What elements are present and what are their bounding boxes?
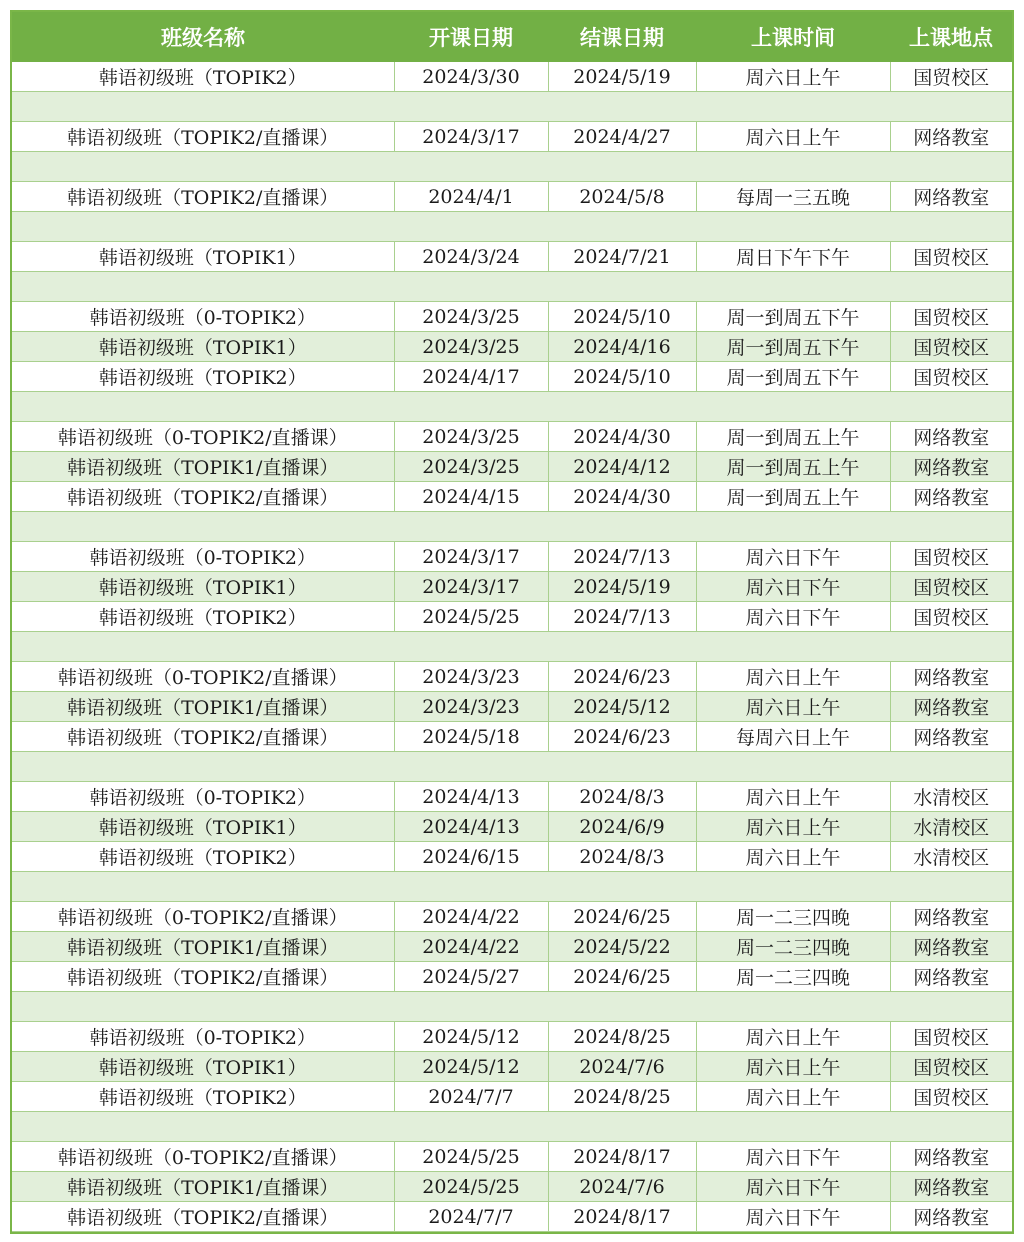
cell-end-date: 2024/4/16 xyxy=(548,332,696,362)
cell-end-date: 2024/7/13 xyxy=(548,602,696,632)
cell-class-name: 韩语初级班（0-TOPIK2） xyxy=(12,1022,394,1052)
cell-class-name: 韩语初级班（TOPIK1/直播课） xyxy=(12,932,394,962)
schedule-table xyxy=(12,12,1012,1232)
cell-start-date: 2024/5/18 xyxy=(394,722,548,752)
cell-class-name: 韩语初级班（TOPIK1） xyxy=(12,332,394,362)
cell-class-name: 韩语初级班（TOPIK1/直播课） xyxy=(12,1172,394,1202)
cell-end-date: 2024/7/13 xyxy=(548,542,696,572)
cell-end-date: 2024/7/6 xyxy=(548,1172,696,1202)
cell-class-time: 周六日下午 xyxy=(696,1142,890,1172)
cell-location: 网络教室 xyxy=(890,1202,1012,1232)
cell-start-date: 2024/3/23 xyxy=(394,692,548,722)
cell-location: 网络教室 xyxy=(890,122,1012,152)
cell-end-date: 2024/4/30 xyxy=(548,422,696,452)
cell-location: 国贸校区 xyxy=(890,332,1012,362)
cell-class-time: 周六日上午 xyxy=(696,62,890,92)
spacer-cell xyxy=(12,512,1012,542)
spacer-row xyxy=(12,272,1012,302)
cell-class-name: 韩语初级班（TOPIK1/直播课） xyxy=(12,692,394,722)
cell-start-date: 2024/3/25 xyxy=(394,452,548,482)
cell-class-name: 韩语初级班（0-TOPIK2/直播课） xyxy=(12,662,394,692)
cell-class-time: 周六日下午 xyxy=(696,602,890,632)
cell-class-time: 周六日上午 xyxy=(696,842,890,872)
cell-end-date: 2024/8/17 xyxy=(548,1142,696,1172)
table-row xyxy=(12,932,1012,962)
cell-class-name: 韩语初级班（TOPIK2） xyxy=(12,602,394,632)
spacer-cell xyxy=(12,152,1012,182)
spacer-cell xyxy=(12,92,1012,122)
cell-location: 国贸校区 xyxy=(890,602,1012,632)
cell-class-time: 周六日上午 xyxy=(696,1082,890,1112)
cell-class-time: 周六日上午 xyxy=(696,1022,890,1052)
cell-start-date: 2024/3/23 xyxy=(394,662,548,692)
spacer-row xyxy=(12,212,1012,242)
cell-end-date: 2024/5/12 xyxy=(548,692,696,722)
cell-class-name: 韩语初级班（TOPIK1） xyxy=(12,572,394,602)
cell-class-name: 韩语初级班（TOPIK1/直播课） xyxy=(12,452,394,482)
cell-class-name: 韩语初级班（TOPIK2/直播课） xyxy=(12,962,394,992)
table-row xyxy=(12,782,1012,812)
cell-start-date: 2024/5/27 xyxy=(394,962,548,992)
cell-start-date: 2024/4/1 xyxy=(394,182,548,212)
spacer-cell xyxy=(12,392,1012,422)
cell-class-time: 周六日上午 xyxy=(696,1052,890,1082)
table-row xyxy=(12,1172,1012,1202)
cell-class-time: 周一二三四晚 xyxy=(696,932,890,962)
table-row xyxy=(12,542,1012,572)
table-row xyxy=(12,962,1012,992)
table-row xyxy=(12,662,1012,692)
cell-class-name: 韩语初级班（TOPIK2） xyxy=(12,842,394,872)
spacer-cell xyxy=(12,992,1012,1022)
cell-end-date: 2024/5/8 xyxy=(548,182,696,212)
cell-end-date: 2024/8/25 xyxy=(548,1022,696,1052)
cell-start-date: 2024/5/25 xyxy=(394,602,548,632)
cell-end-date: 2024/7/6 xyxy=(548,1052,696,1082)
cell-class-time: 周一二三四晚 xyxy=(696,962,890,992)
spacer-row xyxy=(12,392,1012,422)
cell-class-time: 周六日下午 xyxy=(696,542,890,572)
cell-location: 国贸校区 xyxy=(890,302,1012,332)
cell-location: 网络教室 xyxy=(890,962,1012,992)
cell-location: 网络教室 xyxy=(890,1172,1012,1202)
table-row xyxy=(12,602,1012,632)
cell-start-date: 2024/6/15 xyxy=(394,842,548,872)
cell-class-name: 韩语初级班（TOPIK2/直播课） xyxy=(12,182,394,212)
table-row xyxy=(12,1142,1012,1172)
cell-location: 网络教室 xyxy=(890,692,1012,722)
cell-class-name: 韩语初级班（0-TOPIK2） xyxy=(12,782,394,812)
cell-location: 网络教室 xyxy=(890,722,1012,752)
cell-start-date: 2024/3/25 xyxy=(394,422,548,452)
cell-start-date: 2024/4/22 xyxy=(394,932,548,962)
cell-start-date: 2024/4/13 xyxy=(394,812,548,842)
cell-class-name: 韩语初级班（0-TOPIK2/直播课） xyxy=(12,902,394,932)
cell-location: 国贸校区 xyxy=(890,1082,1012,1112)
cell-end-date: 2024/4/27 xyxy=(548,122,696,152)
table-row xyxy=(12,242,1012,272)
spacer-cell xyxy=(12,212,1012,242)
spacer-row xyxy=(12,1112,1012,1142)
cell-location: 国贸校区 xyxy=(890,1022,1012,1052)
cell-start-date: 2024/5/25 xyxy=(394,1142,548,1172)
cell-location: 水清校区 xyxy=(890,812,1012,842)
cell-location: 网络教室 xyxy=(890,1142,1012,1172)
cell-class-time: 周六日下午 xyxy=(696,1172,890,1202)
table-row xyxy=(12,692,1012,722)
cell-class-name: 韩语初级班（TOPIK1） xyxy=(12,242,394,272)
table-row xyxy=(12,422,1012,452)
table-row xyxy=(12,62,1012,92)
cell-location: 水清校区 xyxy=(890,782,1012,812)
cell-class-time: 周六日上午 xyxy=(696,692,890,722)
cell-location: 网络教室 xyxy=(890,482,1012,512)
cell-class-name: 韩语初级班（TOPIK2） xyxy=(12,62,394,92)
cell-end-date: 2024/6/23 xyxy=(548,722,696,752)
cell-end-date: 2024/6/9 xyxy=(548,812,696,842)
cell-class-time: 周一二三四晚 xyxy=(696,902,890,932)
cell-end-date: 2024/8/25 xyxy=(548,1082,696,1112)
schedule-table-container xyxy=(10,10,1014,1234)
table-row xyxy=(12,812,1012,842)
spacer-row xyxy=(12,152,1012,182)
cell-start-date: 2024/5/12 xyxy=(394,1052,548,1082)
spacer-cell xyxy=(12,1112,1012,1142)
cell-class-time: 周六日下午 xyxy=(696,1202,890,1232)
cell-start-date: 2024/5/25 xyxy=(394,1172,548,1202)
table-row xyxy=(12,902,1012,932)
cell-end-date: 2024/6/23 xyxy=(548,662,696,692)
table-body xyxy=(12,62,1012,1232)
spacer-cell xyxy=(12,632,1012,662)
cell-class-name: 韩语初级班（TOPIK2/直播课） xyxy=(12,122,394,152)
cell-class-time: 周一到周五上午 xyxy=(696,452,890,482)
cell-end-date: 2024/6/25 xyxy=(548,902,696,932)
cell-start-date: 2024/3/25 xyxy=(394,302,548,332)
cell-end-date: 2024/5/19 xyxy=(548,572,696,602)
cell-end-date: 2024/6/25 xyxy=(548,962,696,992)
cell-class-name: 韩语初级班（0-TOPIK2/直播课） xyxy=(12,422,394,452)
cell-location: 国贸校区 xyxy=(890,242,1012,272)
cell-class-time: 周一到周五下午 xyxy=(696,332,890,362)
cell-class-name: 韩语初级班（0-TOPIK2） xyxy=(12,542,394,572)
cell-end-date: 2024/5/10 xyxy=(548,302,696,332)
header-class-time: 上课时间 xyxy=(696,12,890,62)
spacer-row xyxy=(12,992,1012,1022)
table-row xyxy=(12,302,1012,332)
cell-location: 网络教室 xyxy=(890,182,1012,212)
cell-class-time: 周日下午下午 xyxy=(696,242,890,272)
table-row xyxy=(12,182,1012,212)
cell-location: 国贸校区 xyxy=(890,572,1012,602)
cell-start-date: 2024/4/15 xyxy=(394,482,548,512)
cell-class-name: 韩语初级班（TOPIK2/直播课） xyxy=(12,1202,394,1232)
cell-class-time: 周一到周五下午 xyxy=(696,362,890,392)
cell-class-time: 周六日上午 xyxy=(696,122,890,152)
cell-class-time: 周六日上午 xyxy=(696,782,890,812)
table-row xyxy=(12,362,1012,392)
cell-start-date: 2024/4/22 xyxy=(394,902,548,932)
cell-class-time: 每周一三五晚 xyxy=(696,182,890,212)
cell-end-date: 2024/4/12 xyxy=(548,452,696,482)
table-row xyxy=(12,842,1012,872)
cell-class-name: 韩语初级班（TOPIK1） xyxy=(12,1052,394,1082)
table-row xyxy=(12,122,1012,152)
cell-end-date: 2024/7/21 xyxy=(548,242,696,272)
cell-class-name: 韩语初级班（TOPIK2/直播课） xyxy=(12,722,394,752)
spacer-cell xyxy=(12,752,1012,782)
cell-class-time: 周一到周五上午 xyxy=(696,482,890,512)
cell-location: 国贸校区 xyxy=(890,1052,1012,1082)
header-location: 上课地点 xyxy=(890,12,1012,62)
spacer-row xyxy=(12,632,1012,662)
cell-end-date: 2024/5/10 xyxy=(548,362,696,392)
cell-class-name: 韩语初级班（TOPIK1） xyxy=(12,812,394,842)
cell-start-date: 2024/7/7 xyxy=(394,1082,548,1112)
cell-class-time: 周一到周五下午 xyxy=(696,302,890,332)
cell-class-name: 韩语初级班（0-TOPIK2） xyxy=(12,302,394,332)
cell-start-date: 2024/7/7 xyxy=(394,1202,548,1232)
cell-start-date: 2024/5/12 xyxy=(394,1022,548,1052)
header-row xyxy=(12,12,1012,62)
cell-class-time: 周六日下午 xyxy=(696,572,890,602)
cell-class-time: 周六日上午 xyxy=(696,812,890,842)
cell-class-name: 韩语初级班（TOPIK2） xyxy=(12,1082,394,1112)
cell-class-time: 每周六日上午 xyxy=(696,722,890,752)
cell-start-date: 2024/3/30 xyxy=(394,62,548,92)
cell-location: 国贸校区 xyxy=(890,542,1012,572)
cell-location: 网络教室 xyxy=(890,452,1012,482)
cell-end-date: 2024/4/30 xyxy=(548,482,696,512)
cell-start-date: 2024/3/17 xyxy=(394,122,548,152)
cell-end-date: 2024/8/3 xyxy=(548,842,696,872)
cell-location: 网络教室 xyxy=(890,932,1012,962)
cell-end-date: 2024/5/22 xyxy=(548,932,696,962)
table-row xyxy=(12,1202,1012,1232)
cell-start-date: 2024/4/17 xyxy=(394,362,548,392)
cell-end-date: 2024/8/3 xyxy=(548,782,696,812)
cell-end-date: 2024/8/17 xyxy=(548,1202,696,1232)
cell-start-date: 2024/4/13 xyxy=(394,782,548,812)
table-row xyxy=(12,722,1012,752)
cell-start-date: 2024/3/24 xyxy=(394,242,548,272)
cell-location: 网络教室 xyxy=(890,662,1012,692)
cell-location: 国贸校区 xyxy=(890,62,1012,92)
table-row xyxy=(12,452,1012,482)
spacer-row xyxy=(12,752,1012,782)
spacer-row xyxy=(12,512,1012,542)
cell-location: 网络教室 xyxy=(890,422,1012,452)
cell-class-name: 韩语初级班（TOPIK2/直播课） xyxy=(12,482,394,512)
cell-start-date: 2024/3/17 xyxy=(394,572,548,602)
cell-location: 水清校区 xyxy=(890,842,1012,872)
spacer-row xyxy=(12,92,1012,122)
table-row xyxy=(12,1022,1012,1052)
cell-class-time: 周六日上午 xyxy=(696,662,890,692)
header-start-date: 开课日期 xyxy=(394,12,548,62)
spacer-row xyxy=(12,872,1012,902)
table-row xyxy=(12,1052,1012,1082)
table-row xyxy=(12,1082,1012,1112)
table-row xyxy=(12,332,1012,362)
cell-class-time: 周一到周五上午 xyxy=(696,422,890,452)
cell-end-date: 2024/5/19 xyxy=(548,62,696,92)
cell-location: 国贸校区 xyxy=(890,362,1012,392)
header-class-name: 班级名称 xyxy=(12,12,394,62)
spacer-cell xyxy=(12,872,1012,902)
spacer-cell xyxy=(12,272,1012,302)
cell-class-name: 韩语初级班（TOPIK2） xyxy=(12,362,394,392)
table-row xyxy=(12,572,1012,602)
header-end-date: 结课日期 xyxy=(548,12,696,62)
cell-start-date: 2024/3/17 xyxy=(394,542,548,572)
cell-class-name: 韩语初级班（0-TOPIK2/直播课） xyxy=(12,1142,394,1172)
cell-start-date: 2024/3/25 xyxy=(394,332,548,362)
cell-location: 网络教室 xyxy=(890,902,1012,932)
table-row xyxy=(12,482,1012,512)
